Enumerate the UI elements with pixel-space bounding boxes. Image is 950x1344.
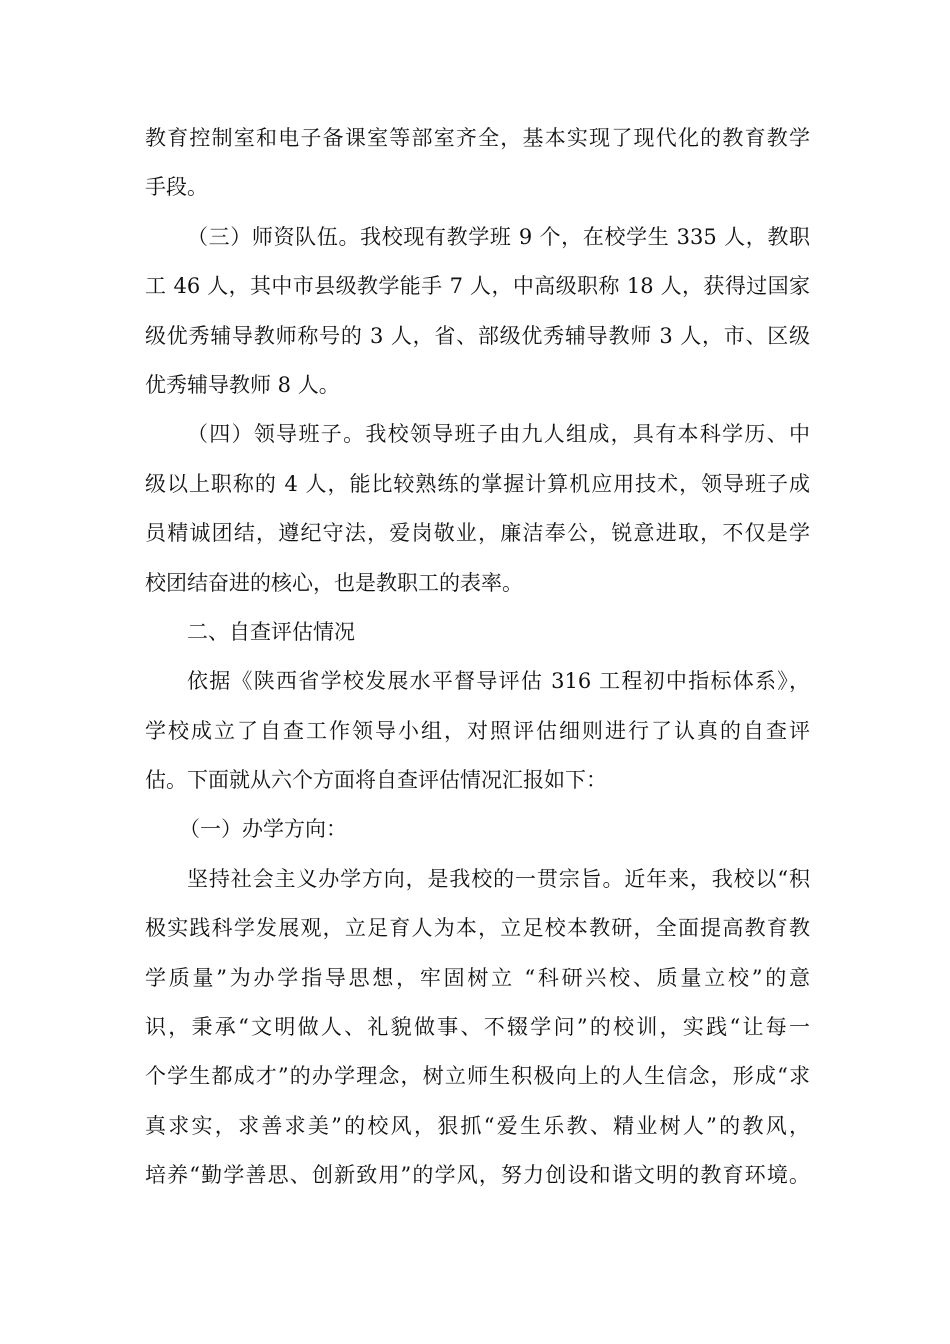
paragraph-line: 级以上职称的 4 人，能比较熟练的掌握计算机应用技术，领导班子成 [145,471,810,496]
paragraph-line: （三）师资队伍。我校现有教学班 9 个，在校学生 335 人，教职 [187,224,810,249]
paragraph-line: 坚持社会主义办学方向，是我校的一贯宗旨。近年来，我校以“积 [187,866,810,891]
paragraph-line: （四）领导班子。我校领导班子由九人组成，具有本科学历、中 [187,422,810,447]
paragraph-line: 真求实，求善求美”的校风，狠抓“爱生乐教、精业树人”的教风， [145,1113,810,1138]
paragraph-line: 工 46 人，其中市县级教学能手 7 人，中高级职称 18 人，获得过国家 [145,274,810,299]
paragraph-line: 员精诚团结，遵纪守法，爱岗敬业，廉洁奉公，锐意进取，不仅是学 [145,521,810,546]
paragraph-line: 级优秀辅导教师称号的 3 人，省、部级优秀辅导教师 3 人，市、区级 [145,323,810,348]
paragraph-line: 个学生都成才”的办学理念，树立师生积极向上的人生信念，形成“求 [145,1064,810,1089]
paragraph-line: 优秀辅导教师 8 人。 [145,372,340,397]
paragraph-line: 教育控制室和电子备课室等部室齐全，基本实现了现代化的教育教学 [145,126,810,150]
paragraph-line: 学校成立了自查工作领导小组，对照评估细则进行了认真的自查评 [145,718,810,743]
paragraph-line: 依据《陕西省学校发展水平督导评估 316 工程初中指标体系》， [187,669,810,694]
paragraph-line: 识，秉承“文明做人、礼貌做事、不辍学问”的校训，实践“让每一 [145,1015,810,1040]
document-body [145,114,810,1201]
paragraph-line: 估。下面就从六个方面将自查评估情况汇报如下： [145,768,607,793]
paragraph-line: 校团结奋进的核心，也是教职工的表率。 [145,570,523,595]
subsection-heading: （一）办学方向： [179,817,347,842]
paragraph-line: 学质量”为办学指导思想，牢固树立 “科研兴校、质量立校”的意 [145,965,810,990]
paragraph-line: 极实践科学发展观，立足育人为本，立足校本教研，全面提高教育教 [145,916,810,941]
section-heading: 二、自查评估情况 [187,619,355,644]
paragraph-line: 培养“勤学善思、创新致用”的学风，努力创设和谐文明的教育环境。 [145,1163,810,1188]
paragraph-line: 手段。 [145,175,208,200]
